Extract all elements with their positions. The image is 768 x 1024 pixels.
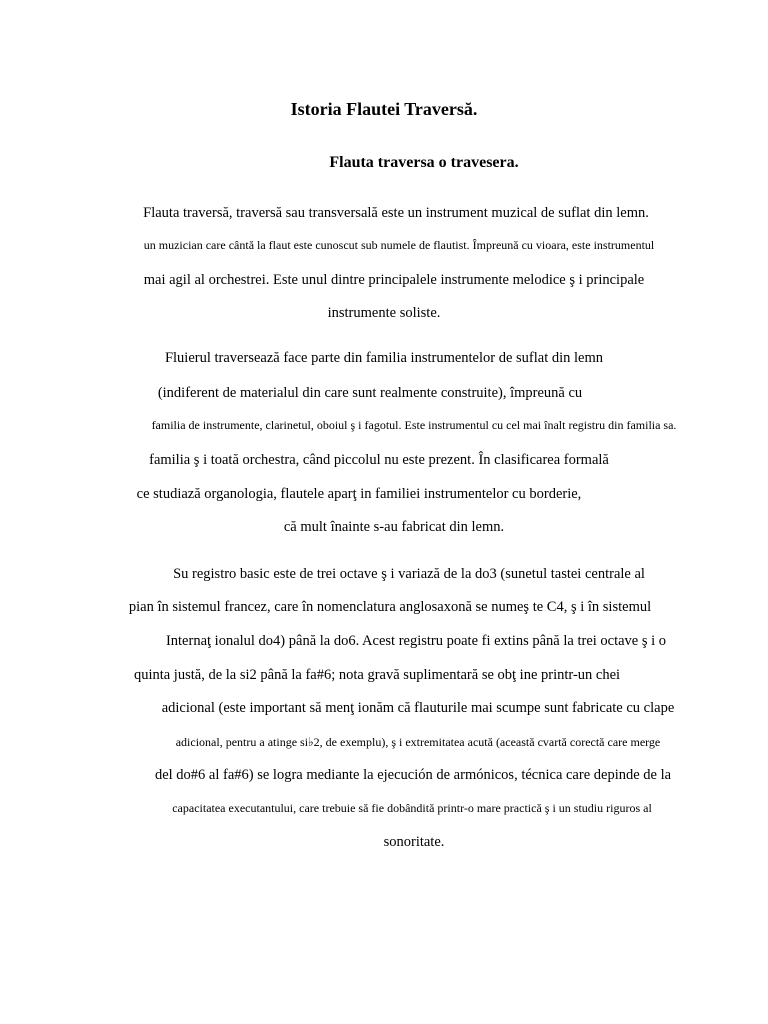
paragraph-1-line-3: mai agil al orchestrei. Este unul dintre principalele instrumente melodice ş i principale: [143, 272, 645, 288]
paragraph-3-line-9: sonoritate.: [383, 834, 445, 850]
document-title: Istoria Flautei Traversă.: [290, 99, 478, 119]
paragraph-2-line-5: ce studiază organologia, flautele aparţ in familiei instrumentelor cu borderie,: [136, 486, 582, 502]
paragraph-1-line-4: instrumente soliste.: [327, 305, 441, 321]
paragraph-3-line-6: adicional, pentru a atinge si♭2, de exemplu), ş i extremitatea acută (această cvartă corectă care merge: [175, 735, 661, 749]
paragraph-3-line-4: quinta justă, de la si2 până la fa#6; nota gravă suplimentară se obţ ine printr-un chei: [133, 667, 621, 683]
paragraph-2-line-3: familia de instrumente, clarinetul, oboiul ş i fagotul. Este instrumentul cu cel mai înalt registru din familia sa.: [151, 418, 677, 432]
paragraph-3-line-3: Internaţ ionalul do4) până la do6. Acest registru poate fi extins până la trei octave ş i o: [165, 633, 667, 649]
paragraph-3-line-5: adicional (este important să menţ ionăm că flauturile mai scumpe sunt fabricate cu clape: [161, 700, 675, 716]
document-subtitle: Flauta traversa o travesera.: [329, 154, 519, 171]
paragraph-2-line-2: (indiferent de materialul din care sunt realmente construite), împreună cu: [157, 385, 583, 401]
paragraph-3-line-2: pian în sistemul francez, care în nomenclatura anglosaxonă se numeş te C4, ş i în sistemul: [128, 599, 652, 615]
paragraph-3-line-1: Su registro basic este de trei octave ş i variază de la do3 (sunetul tastei centrale al: [173, 566, 645, 582]
paragraph-3-line-7: del do#6 al fa#6) se logra mediante la ejecución de armónicos, técnica care depinde de la: [154, 767, 672, 783]
paragraph-3-line-8: capacitatea executantului, care trebuie să fie dobândită printr-o mare practică ş i un studiu riguros al: [172, 801, 652, 815]
paragraph-2-line-6: că mult înainte s-au fabricat din lemn.: [283, 519, 505, 535]
paragraph-1-line-1: Flauta traversă, traversă sau transversală este un instrument muzical de suflat din lemn.: [143, 205, 649, 221]
paragraph-1-line-2: un muzician care cântă la flaut este cunoscut sub numele de flautist. Împreună cu vioara, este instrumentul: [143, 238, 655, 252]
paragraph-2-line-1: Fluierul traversează face parte din familia instrumentelor de suflat din lemn: [164, 350, 604, 366]
paragraph-2-line-4: familia ş i toată orchestra, când piccolul nu este prezent. În clasificarea formală: [149, 452, 609, 468]
